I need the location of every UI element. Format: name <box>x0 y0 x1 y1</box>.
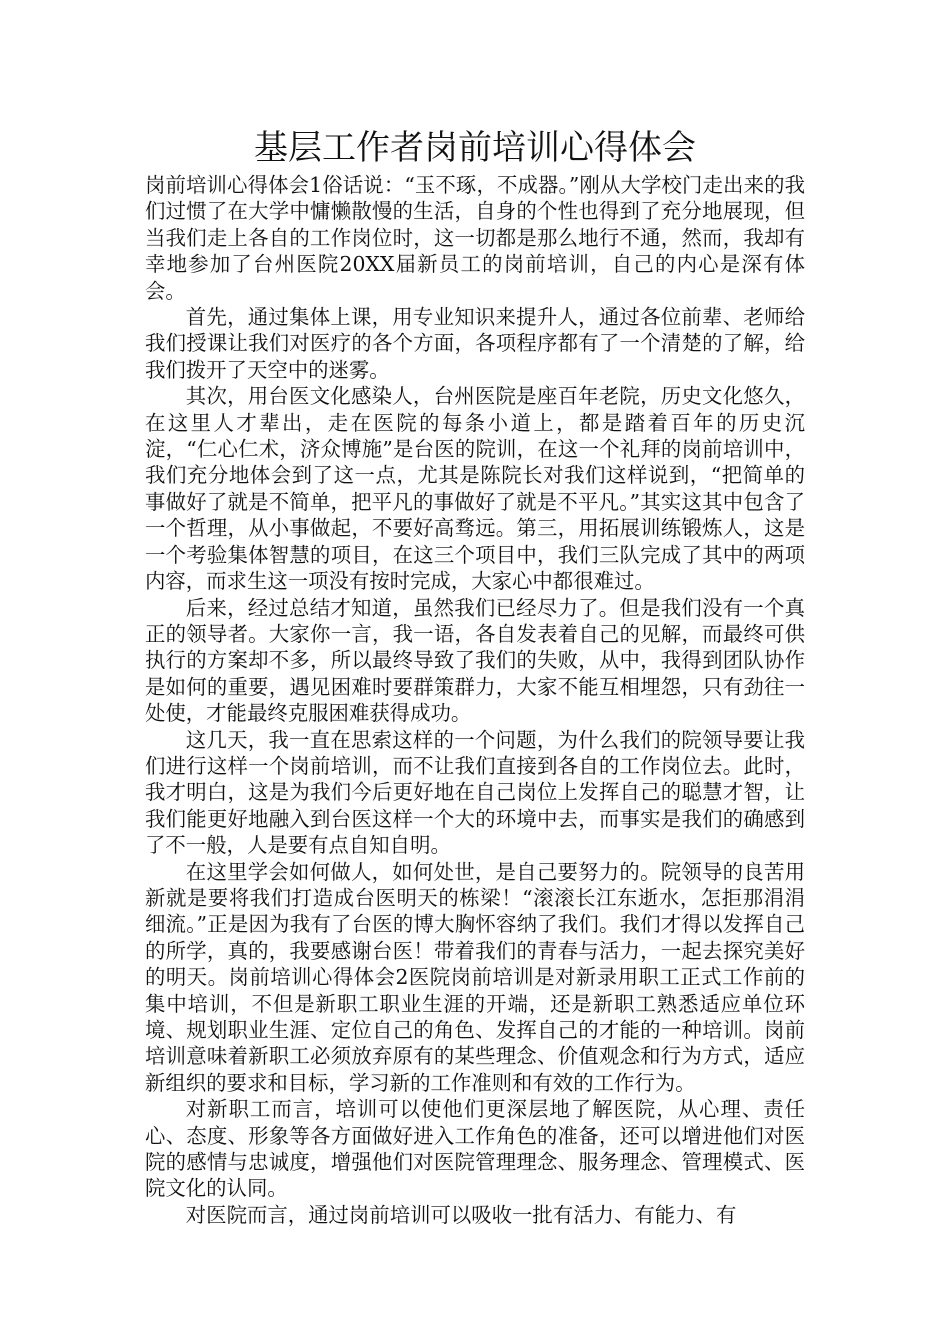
body-paragraph: 首先，通过集体上课，用专业知识来提升人，通过各位前辈、老师给我们授课让我们对医疗的各个方面，各项程序都有了一个清楚的了解，给我们拨开了天空中的迷雾。 <box>145 305 805 382</box>
body-paragraph: 在这里学会如何做人，如何处世，是自己要努力的。院领导的良苦用新就是要将我们打造成台医明天的栋梁！“滚滚长江东逝水，怎拒那涓涓细流。”正是因为我有了台医的博大胸怀容纳了我们。我们才得以发挥自己的所学，真的，我要感谢台医！带着我们的青春与活力，一起去探究美好的明天。岗前培训心得体会2医院岗前培训是对新录用职工正式工作前的集中培训，不但是新职工职业生涯的开端，还是新职工熟悉适应单位环境、规划职业生涯、定位自己的角色、发挥自己的才能的一种培训。岗前培训意味着新职工必须放弃原有的某些理念、价值观念和行为方式，适应新组织的要求和目标，学习新的工作准则和有效的工作行为。 <box>145 859 805 1095</box>
body-paragraph: 后来，经过总结才知道，虽然我们已经尽力了。但是我们没有一个真正的领导者。大家你一言，我一语，各自发表着自己的见解，而最终可供执行的方案却不多，所以最终导致了我们的失败，从中，我得到团队协作是如何的重要，遇见困难时要群策群力，大家不能互相埋怨，只有劲往一处使，才能最终克服困难获得成功。 <box>145 595 805 726</box>
body-paragraph: 这几天，我一直在思索这样的一个问题，为什么我们的院领导要让我们进行这样一个岗前培训，而不让我们直接到各自的工作岗位去。此时，我才明白，这是为我们今后更好地在自己岗位上发挥自己的聪慧才智，让我们能更好地融入到台医这样一个大的环境中去，而事实是我们的确感到了不一般，人是要有点自知自明。 <box>145 727 805 858</box>
body-paragraph: 对新职工而言，培训可以使他们更深层地了解医院，从心理、责任心、态度、形象等各方面做好进入工作角色的准备，还可以增进他们对医院的感情与忠诚度，增强他们对医院管理理念、服务理念、管理模式、医院文化的认同。 <box>145 1097 805 1201</box>
document-body <box>145 172 805 1228</box>
body-paragraph: 其次，用台医文化感染人，台州医院是座百年老院，历史文化悠久，在这里人才辈出，走在医院的每条小道上，都是踏着百年的历史沉淀，“仁心仁术，济众博施”是台医的院训，在这一个礼拜的岗前培训中，我们充分地体会到了这一点，尤其是陈院长对我们这样说到，“把简单的事做好了就是不简单，把平凡的事做好了就是不平凡。”其实这其中包含了一个哲理，从小事做起，不要好高骛远。第三，用拓展训练锻炼人，这是一个考验集体智慧的项目，在这三个项目中，我们三队完成了其中的两项内容，而求生这一项没有按时完成，大家心中都很难过。 <box>145 384 805 594</box>
body-paragraph: 对医院而言，通过岗前培训可以吸收一批有活力、有能力、有 <box>185 1202 737 1227</box>
body-paragraph: 岗前培训心得体会1俗话说：“玉不琢，不成器。”刚从大学校门走出来的我们过惯了在大学中慵懒散慢的生活，自身的个性也得到了充分地展现，但当我们走上各自的工作岗位时，这一切都是那么地行不通，然而，我却有幸地参加了台州医院20XX届新员工的岗前培训，自己的内心是深有体会。 <box>145 173 805 303</box>
document-title: 基层工作者岗前培训心得体会 <box>254 128 696 168</box>
